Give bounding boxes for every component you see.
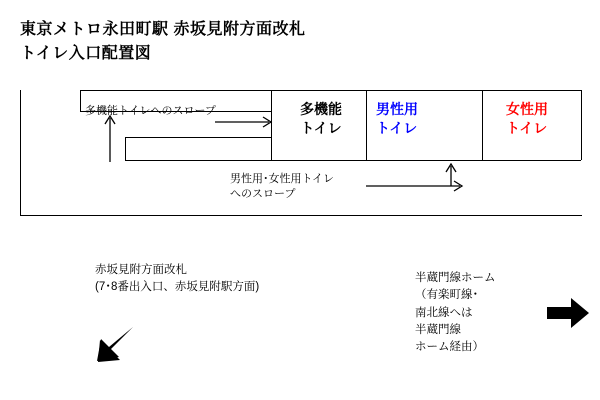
floor-plan-diagram	[0, 90, 600, 230]
label-womens-toilet	[506, 100, 600, 138]
arrow-right-to-multipurpose-icon	[215, 114, 275, 130]
caption-hanzomon-line2: （有楽町線･	[415, 289, 479, 302]
label-slope-to-mens-womens-line1: 男性用･女性用トイレ	[230, 173, 334, 185]
page-title	[20, 18, 305, 66]
label-mens-line1: 男性用	[376, 101, 418, 117]
caption-ticket-gate	[95, 262, 259, 297]
label-mens-toilet	[376, 100, 476, 138]
divider-multipurpose-mens	[366, 90, 367, 160]
page-title-line2: トイレ入口配置図	[20, 45, 152, 62]
room-outline-top	[80, 90, 582, 91]
label-slope-to-multipurpose-text: 多機能トイレへのスロープ	[85, 105, 216, 117]
corridor-wall-inner	[125, 138, 126, 160]
arrow-down-left-icon	[92, 322, 136, 366]
label-slope-to-mens-womens	[230, 172, 334, 202]
label-womens-line1: 女性用	[506, 101, 548, 117]
label-multipurpose-line2: トイレ	[300, 119, 342, 136]
label-mens-line2: トイレ	[376, 119, 418, 136]
arrow-right-icon	[545, 296, 591, 330]
label-womens-line2: トイレ	[506, 119, 548, 136]
arrow-up-to-mens-womens-icon	[441, 160, 461, 186]
label-multipurpose-toilet	[281, 100, 361, 138]
corridor-wall-left	[80, 90, 81, 112]
page-title-line1: 東京メトロ永田町駅 赤坂見附方面改札	[20, 21, 306, 38]
caption-ticket-gate-line1: 赤坂見附方面改札	[95, 264, 187, 276]
caption-hanzomon-line3: 南北線へは	[415, 306, 473, 319]
toilet-band-bottom-line	[125, 160, 581, 161]
caption-hanzomon-line-platform	[415, 270, 496, 356]
caption-hanzomon-line5: ホーム経由）	[415, 341, 484, 353]
caption-hanzomon-line1: 半蔵門線ホーム	[415, 272, 496, 284]
label-multipurpose-line1: 多機能	[300, 101, 342, 117]
corridor-lower-line	[125, 137, 271, 138]
label-slope-to-mens-womens-line2: へのスロープ	[230, 187, 296, 200]
caption-hanzomon-line4: 半蔵門線	[415, 323, 461, 336]
divider-mens-womens	[482, 90, 483, 160]
caption-ticket-gate-line2: (7･8番出入口、赤坂見附駅方面)	[95, 281, 260, 294]
arrow-up-corridor-icon	[100, 112, 120, 162]
